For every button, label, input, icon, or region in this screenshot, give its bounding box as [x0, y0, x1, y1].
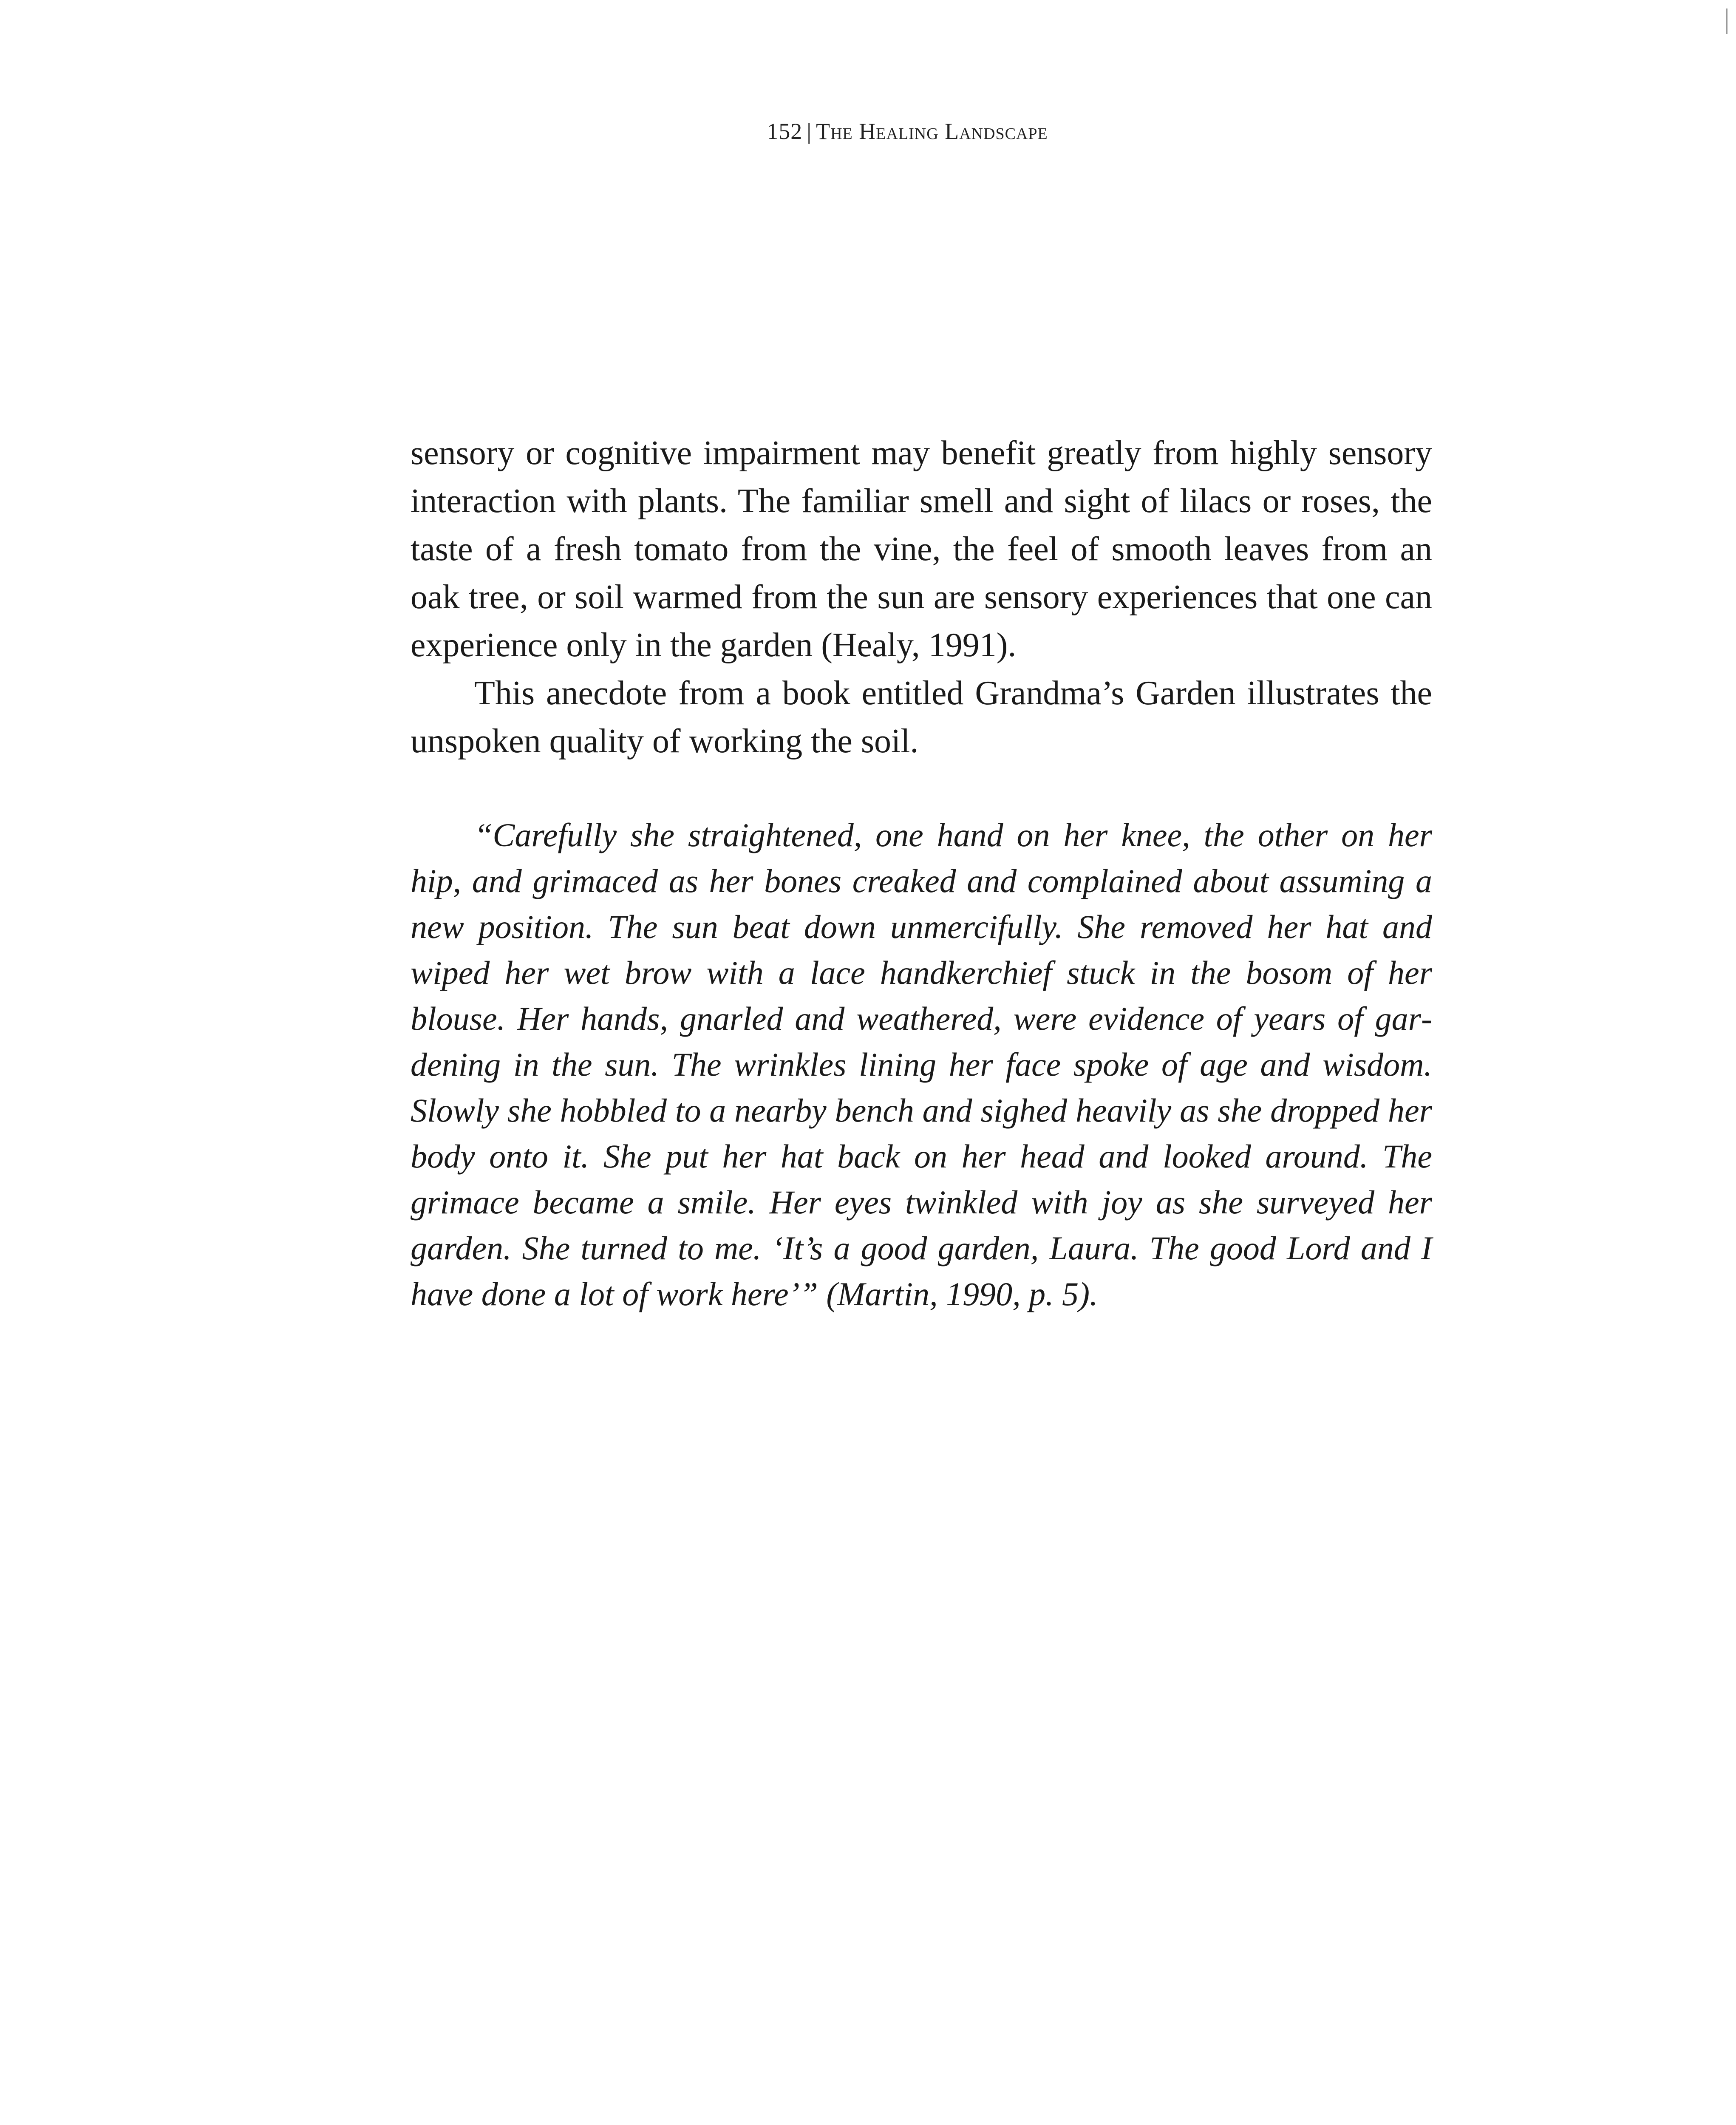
- body-paragraph-2: This anecdote from a book entitled Grandma’s Garden illustrates the unspoken quality of working the soil.: [411, 674, 1432, 760]
- book-title: The Healing Landscape: [816, 119, 1048, 144]
- scan-edge-mark: [1726, 8, 1728, 34]
- page-number: 152: [767, 119, 803, 144]
- body-paragraph-1: sensory or cognitive impairment may benefit greatly from highly sensory interaction with plants. The familiar smell and sight of lilacs or roses, the taste of a fresh tomato from the vine, the feel of smooth leaves from an oak tree, or soil warmed from the sun are sensory experiences that one can experience only in the garden (Healy, 1991).: [411, 434, 1432, 664]
- main-text: [411, 429, 1432, 1317]
- header-separator: |: [807, 119, 812, 144]
- block-quote: “Carefully she straightened, one hand on her knee, the other on her hip, and grimaced as her bones creaked and complained about assuming a new position. The sun beat down unmercifully. She removed her hat and wiped her wet brow with a lace handkerchief stuck in the bosom of her blouse. Her hands, gnarled and weathered, were evidence of years of gardening in the sun. The wrinkles lining her face spoke of age and wisdom. Slowly she hobbled to a nearby bench and sighed heavily as she dropped her body onto it. She put her hat back on her head and looked around. The grimace became a smile. Her eyes twinkled with joy as she surveyed her garden. She turned to me. ‘It’s a good garden, Laura. The good Lord and I have done a lot of work here’” (Martin, 1990, p. 5).: [411, 816, 1432, 1312]
- running-header: [0, 118, 1736, 144]
